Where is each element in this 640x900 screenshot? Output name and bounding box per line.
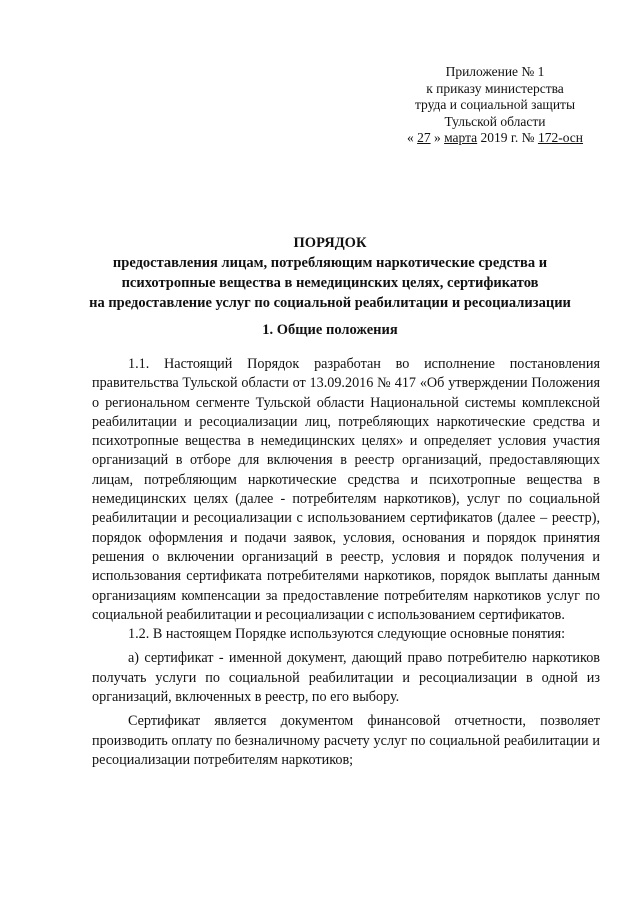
appendix-header: [390, 64, 600, 147]
paragraph-1-1: 1.1. Настоящий Порядок разработан во исполнение постановления правительства Тульской области от 13.09.2016 № 417 «Об утверждении Положения о региональном сегменте Тульской области Национальной системы комплексной реабилитации и ресоциализации лиц, потребляющих наркотические средства и психотропные вещества в немедицинских целях» и определяет условия участия организаций в отборе для включения в реестр организаций, предоставляющих лицам, потребляющим наркотические средства и психотропные вещества в немедицинских целях (далее - потребителям наркотиков), услуг по социальной реабилитации и ресоциализации с использованием сертификатов (далее – реестр), порядок оформления и подачи заявок, условия, основания и порядок принятия решения о включении организаций в реестр, условия и порядок получения и использования сертификата потребителями наркотиков, порядок выплаты данным организациям компенсации за предоставление потребителям наркотиков услуг по социальной реабилитации и ресоциализации с использованием сертификатов.: [92, 356, 600, 623]
order-number: 172-осн: [537, 130, 584, 145]
document-title: [60, 233, 600, 313]
paragraph-definition-a: а) сертификат - именной документ, дающий право потребителю наркотиков получать услуги по социальной реабилитации и ресоциализации в одной из организаций, включенных в реестр, по его выбору.: [92, 650, 600, 706]
date-open-quote: «: [406, 130, 414, 145]
section-heading: 1. Общие положения: [262, 322, 398, 338]
title-subtitle-line-3: на предоставление услуг по социальной реабилитации и ресоциализации: [89, 295, 571, 311]
title-heading: ПОРЯДОК: [293, 235, 367, 251]
appendix-date-line: [390, 130, 600, 147]
appendix-number: Приложение № 1: [445, 64, 545, 79]
title-subtitle-line-2: психотропные вещества в немедицинских целях, сертификатов: [121, 275, 539, 291]
appendix-order-ref: к приказу министерства: [426, 80, 564, 96]
document-body: [92, 355, 600, 770]
title-subtitle-line-1: предоставления лицам, потребляющим наркотические средства и: [112, 255, 548, 271]
date-close-quote: »: [433, 130, 441, 145]
date-year: 2019 г. №: [480, 130, 535, 145]
paragraph-certificate: Сертификат является документом финансовой отчетности, позволяет производить оплату по безналичному расчету услуг по социальной реабилитации и ресоциализации потребителям наркотиков;: [92, 713, 600, 768]
appendix-region: Тульской области: [444, 113, 546, 129]
date-day: 27: [417, 130, 431, 145]
appendix-ministry: труда и социальной защиты: [414, 97, 576, 112]
paragraph-1-2: 1.2. В настоящем Порядке используются следующие основные понятия:: [128, 626, 566, 643]
date-month: марта: [444, 130, 478, 145]
